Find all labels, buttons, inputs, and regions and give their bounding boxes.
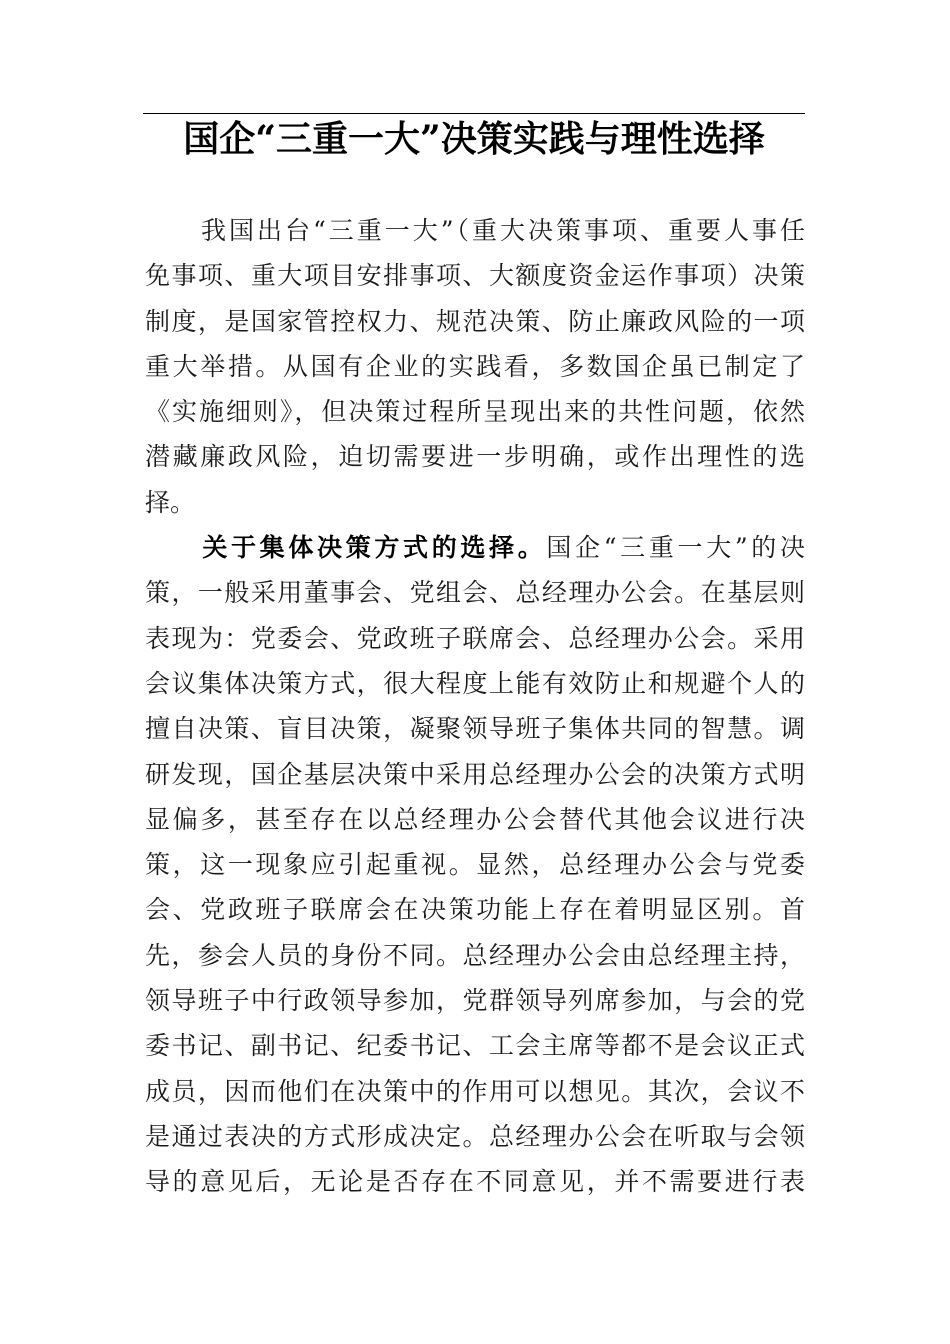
paragraph-line: 我国出台“三重一大”（重大决策事项、重要人事任 <box>145 216 805 245</box>
paragraph-line: 领导班子中行政领导参加，党群领导列席参加，与会的党 <box>145 986 805 1016</box>
paragraph-line-rest: 国企“三重一大”的决 <box>546 533 805 563</box>
paragraph-2 <box>145 525 805 1204</box>
paragraph-line: 会、党政班子联席会在决策功能上存在着明显区别。首 <box>145 895 805 925</box>
paragraph-line: 擅自决策、盲目决策，凝聚领导班子集体共同的智慧。调 <box>145 714 805 744</box>
paragraph-heading: 关于集体决策方式的选择。 <box>202 533 547 563</box>
paragraph-line: 潜藏廉政风险，迫切需要进一步明确，或作出理性的选 <box>145 442 805 472</box>
paragraph-line: 先，参会人员的身份不同。总经理办公会由总经理主持， <box>145 940 805 970</box>
paragraph-line: 《实施细则》，但决策过程所呈现出来的共性问题，依然 <box>145 397 805 427</box>
paragraph-line: 策，一般采用董事会、党组会、总经理办公会。在基层则 <box>145 578 805 608</box>
paragraph-line: 导的意见后，无论是否存在不同意见，并不需要进行表 <box>145 1167 805 1197</box>
paragraph-line: 成员，因而他们在决策中的作用可以想见。其次，会议不 <box>145 1076 805 1106</box>
paragraph-line: 委书记、副书记、纪委书记、工会主席等都不是会议正式 <box>145 1031 805 1061</box>
paragraph-line: 会议集体决策方式，很大程度上能有效防止和规避个人的 <box>145 668 805 698</box>
paragraph-line: 重大举措。从国有企业的实践看，多数国企虽已制定了 <box>145 351 805 381</box>
paragraph-line: 策，这一现象应引起重视。显然，总经理办公会与党委 <box>145 850 805 880</box>
paragraph-line: 表现为：党委会、党政班子联席会、总经理办公会。采用 <box>145 623 805 653</box>
paragraph-line: 免事项、重大项目安排事项、大额度资金运作事项）决策 <box>145 261 805 291</box>
paragraph-line: 是通过表决的方式形成决定。总经理办公会在听取与会领 <box>145 1121 805 1151</box>
paragraph-line: 制度，是国家管控权力、规范决策、防止廉政风险的一项 <box>145 306 805 336</box>
paragraph-1 <box>145 208 805 525</box>
paragraph-line: 显偏多，甚至存在以总经理办公会替代其他会议进行决 <box>145 804 805 834</box>
paragraph-first-line <box>145 525 805 570</box>
document-title: 国企“三重一大”决策实践与理性选择 <box>183 118 765 160</box>
paragraph-line: 研发现，国企基层决策中采用总经理办公会的决策方式明 <box>145 759 805 789</box>
paragraph-line: 择。 <box>145 487 196 517</box>
document-body <box>145 208 805 1205</box>
